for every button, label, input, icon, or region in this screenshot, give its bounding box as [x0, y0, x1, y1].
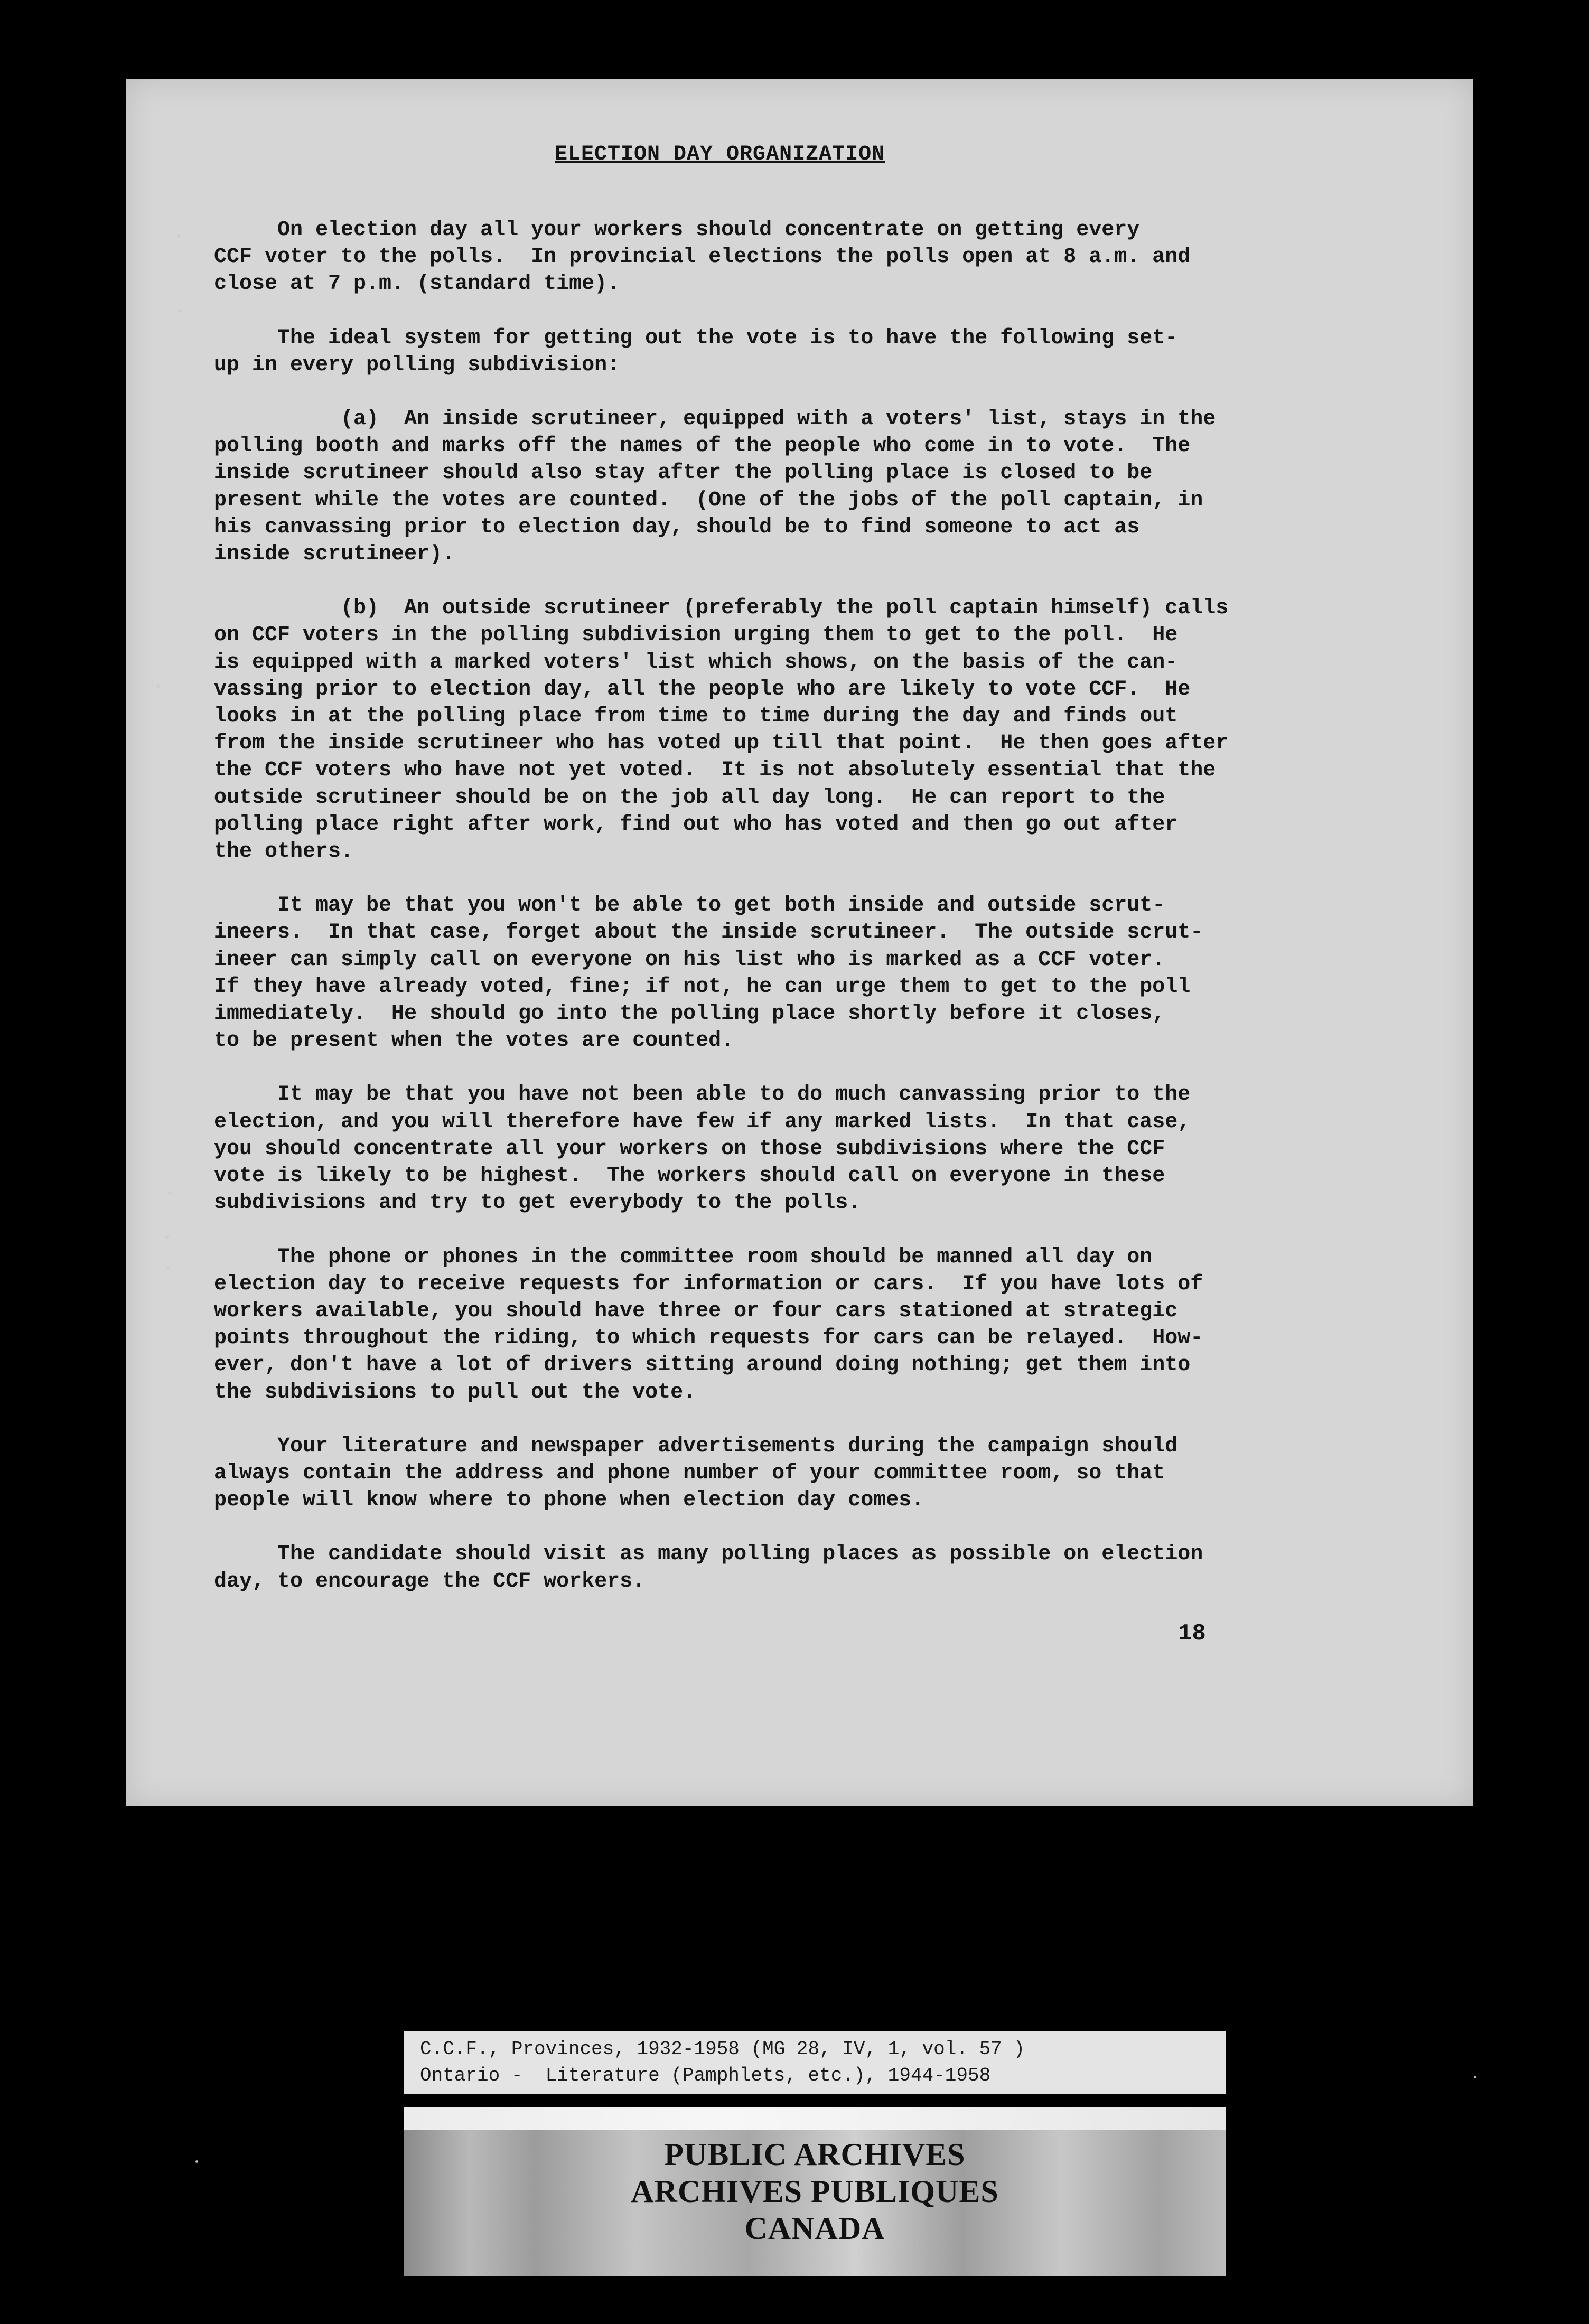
- margin-mark: [165, 1235, 169, 1239]
- paragraph-ideal-system: The ideal system for getting out the vote is to have the following set- up in every polling subdivision:: [214, 326, 1178, 377]
- paragraph-both-scrutineers: It may be that you won't be able to get both inside and outside scrut- ineers. In that case, forget about the inside scrutineer. The outside scrut- ineer can simply call on everyone on his list who is marked as a CCF voter. If they have already voted, fine; if not, he can urge them to get to the poll immediately. He should go into the polling place shortly before it closes, to be present when the votes are counted.: [214, 894, 1203, 1053]
- film-speck: [1474, 2076, 1476, 2078]
- paragraph-candidate: The candidate should visit as many polling places as possible on election day, to encourage the CCF workers.: [214, 1542, 1203, 1594]
- paragraph-inside-scrutineer: (a) An inside scrutineer, equipped with a voters' list, stays in the polling booth and marks off the names of the people who come in to vote. The inside scrutineer should also stay after the polling place is closed to be present while the votes are counted. (One of the jobs of the poll captain, in his canvassing prior to election day, should be to find someone to act as inside scrutineer).: [214, 407, 1216, 567]
- margin-mark: [156, 684, 160, 688]
- stamp-line-archives-publiques: ARCHIVES PUBLIQUES: [631, 2174, 999, 2209]
- paragraph-canvassing: It may be that you have not been able to do much canvassing prior to the election, and you will therefore have few if any marked lists. In that case, you should concentrate all your workers on those subdivisions where the CCF vote is likely to be highest. The workers should call on everyone in these subdivisions and try to get everybody to the polls.: [214, 1083, 1191, 1215]
- margin-mark: [166, 1266, 170, 1270]
- paragraph-committee-phones: The phone or phones in the committee room should be manned all day on election day to receive requests for information or cars. If you have lots of workers available, you should have three or four cars stationed at strategic points throughout the riding, to which requests for cars can be relayed. How- ever, don't have a lot of drivers sitting around doing nothing; get them into the subdivisions to pull out the vote.: [214, 1245, 1203, 1404]
- paragraph-outside-scrutineer: (b) An outside scrutineer (preferably the poll captain himself) calls on CCF voters in the polling subdivision urging them to get to the poll. He is equipped with a marked voters' list which shows, on the basis of the can- vassing prior to election day, all the people who are likely to vote CCF. He looks in at the polling place from time to time during the day and finds out from the inside scrutineer who has voted up till that point. He then goes after the CCF voters who have not yet voted. It is not absolutely essential that the outside scrutineer should be on the job all day long. He can report to the polling place right after work, find out who has voted and then go out after the others.: [214, 596, 1229, 864]
- paragraph-election-day: On election day all your workers should concentrate on getting every CCF voter to the polls. In provincial elections the polls open at 8 a.m. and close at 7 p.m. (standard time).: [214, 218, 1191, 296]
- margin-mark: [178, 309, 182, 313]
- stamp-line-canada: CANADA: [744, 2211, 885, 2246]
- archive-reference-line-1: C.C.F., Provinces, 1932-1958 (MG 28, IV, 1, vol. 57 ): [420, 2038, 1025, 2060]
- film-speck: [195, 2160, 198, 2163]
- stamp-line-public-archives: PUBLIC ARCHIVES: [664, 2137, 966, 2172]
- paragraph-literature: Your literature and newspaper advertisements during the campaign should always contain the address and phone number of your committee room, so that people will know where to phone when election day comes.: [214, 1434, 1178, 1513]
- stamp-top-strip: [404, 2107, 1226, 2130]
- archive-reference-line-2: Ontario - Literature (Pamphlets, etc.), 1944-1958: [420, 2065, 991, 2086]
- page-number: 18: [1178, 1620, 1206, 1647]
- archives-stamp: [404, 2107, 1226, 2276]
- document-body: [214, 217, 1229, 1595]
- margin-mark: [177, 234, 181, 238]
- document-title: ELECTION DAY ORGANIZATION: [555, 143, 885, 166]
- archive-reference-label: [404, 2031, 1226, 2094]
- margin-mark: [168, 1191, 172, 1195]
